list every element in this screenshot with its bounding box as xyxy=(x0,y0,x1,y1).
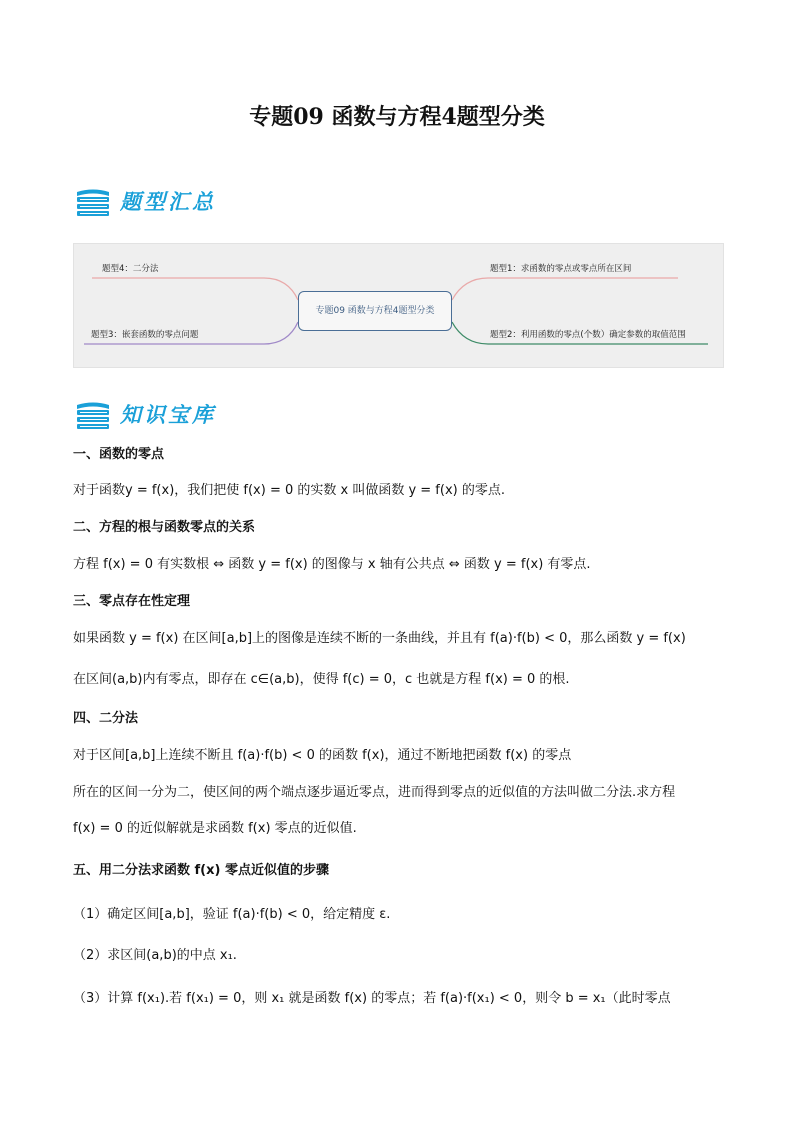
section5-step1: （1）确定区间[a,b]，验证 f(a)·f(b) < 0，给定精度 ε. xyxy=(73,907,391,922)
book-stack-icon xyxy=(74,397,112,431)
branch-topic1-line xyxy=(452,278,678,300)
section2-paragraph: 方程 f(x) = 0 有实数根 ⇔ 函数 y = f(x) 的图像与 x 轴有公共点 ⇔ 函数 y = f(x) 有零点. xyxy=(73,557,591,572)
section4-paragraph-line1: 对于区间[a,b]上连续不断且 f(a)·f(b) < 0 的函数 f(x)，通过不断地把函数 f(x) 的零点 xyxy=(73,748,572,763)
section3-paragraph-line2: 在区间(a,b)内有零点，即存在 c∈(a,b)，使得 f(c) = 0，c 也就是方程 f(x) = 0 的根. xyxy=(73,672,570,687)
section3-paragraph-line1: 如果函数 y = f(x) 在区间[a,b]上的图像是连续不断的一条曲线，并且有 f(a)·f(b) < 0，那么函数 y = f(x) xyxy=(73,631,686,646)
branch-topic4-line xyxy=(92,278,298,300)
section5-heading: 五、用二分法求函数 f(x) 零点近似值的步骤 xyxy=(73,863,329,878)
section5-step3: （3）计算 f(x₁).若 f(x₁) = 0，则 x₁ 就是函数 f(x) 的零点；若 f(a)·f(x₁) < 0，则令 b = x₁（此时零点 xyxy=(73,991,671,1006)
section4-paragraph-line2: 所在的区间一分为二，使区间的两个端点逐步逼近零点，进而得到零点的近似值的方法叫做二分法.求方程 xyxy=(73,785,676,800)
section1-paragraph: 对于函数y = f(x)，我们把使 f(x) = 0 的实数 x 叫做函数 y = f(x) 的零点. xyxy=(73,483,505,498)
book-stack-icon xyxy=(74,184,112,218)
mindmap-topic2: 题型2：利用函数的零点(个数）确定参数的取值范围 xyxy=(490,330,686,340)
mindmap-topic4: 题型4：二分法 xyxy=(102,264,159,274)
summary-section-header xyxy=(74,181,216,221)
section2-heading: 二、方程的根与函数零点的关系 xyxy=(73,520,256,535)
mindmap-topic3: 题型3：嵌套函数的零点问题 xyxy=(91,330,199,340)
section5-step2: （2）求区间(a,b)的中点 x₁. xyxy=(73,948,237,963)
knowledge-section-header xyxy=(74,394,216,434)
mindmap-center-node: 专题09 函数与方程4题型分类 xyxy=(298,291,452,331)
section4-paragraph-line3: f(x) = 0 的近似解就是求函数 f(x) 零点的近似值. xyxy=(73,821,357,836)
section1-heading: 一、函数的零点 xyxy=(73,447,165,462)
section4-heading: 四、二分法 xyxy=(73,711,139,726)
summary-section-label: 题型汇总 xyxy=(120,189,216,214)
mindmap-topic1: 题型1：求函数的零点或零点所在区间 xyxy=(490,264,632,274)
knowledge-section-label: 知识宝库 xyxy=(120,402,216,427)
page-title: 专题09 函数与方程4题型分类 xyxy=(249,104,545,130)
mindmap xyxy=(73,243,724,368)
section3-heading: 三、零点存在性定理 xyxy=(73,594,191,609)
